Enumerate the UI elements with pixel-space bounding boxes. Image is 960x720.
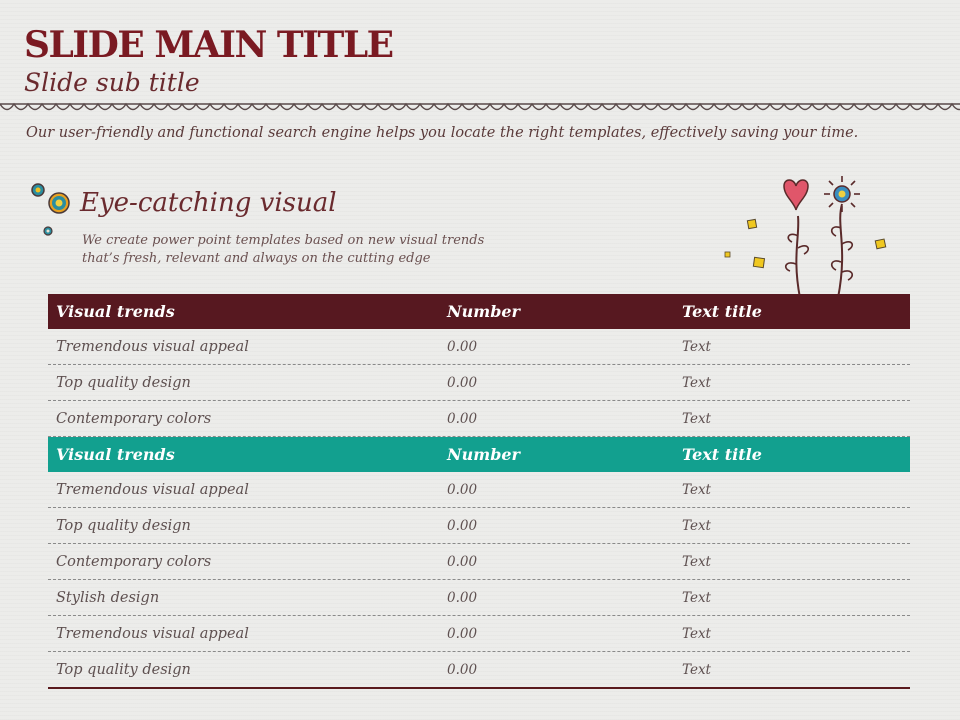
slide-title: SLIDE MAIN TITLE xyxy=(24,24,393,66)
trends-table xyxy=(48,294,910,689)
table-cell: 0.00 xyxy=(447,626,478,642)
table-cell: Top quality design xyxy=(56,375,191,391)
table-cell: 0.00 xyxy=(447,375,478,391)
table-row xyxy=(48,652,910,689)
table-cell: Text xyxy=(682,375,711,391)
header-cell: Visual trends xyxy=(56,445,175,464)
table-cell: 0.00 xyxy=(447,554,478,570)
table-cell: Top quality design xyxy=(56,662,191,678)
table-cell: Text xyxy=(682,411,711,427)
table-cell: Text xyxy=(682,339,711,355)
table-row xyxy=(48,544,910,580)
table-cell: 0.00 xyxy=(447,662,478,678)
table-row xyxy=(48,401,910,437)
table-cell: Stylish design xyxy=(56,590,160,606)
doodle-flowers-icon xyxy=(720,176,895,298)
table-cell: Text xyxy=(682,554,711,570)
table-cell: Top quality design xyxy=(56,518,191,534)
table-cell: Text xyxy=(682,518,711,534)
table-row xyxy=(48,580,910,616)
table-cell: 0.00 xyxy=(447,339,478,355)
table-row xyxy=(48,508,910,544)
header-cell: Visual trends xyxy=(56,302,175,321)
table-cell: Contemporary colors xyxy=(56,554,212,570)
section-heading: Eye-catching visual xyxy=(80,188,337,218)
header-cell: Number xyxy=(447,445,520,464)
header-cell: Text title xyxy=(682,445,762,464)
table-cell: Text xyxy=(682,482,711,498)
table-cell: Tremendous visual appeal xyxy=(56,339,249,355)
scallop-divider xyxy=(0,100,960,116)
table-cell: 0.00 xyxy=(447,518,478,534)
table-row xyxy=(48,616,910,652)
table-cell: 0.00 xyxy=(447,411,478,427)
table-header-group1 xyxy=(48,294,910,329)
table-row xyxy=(48,329,910,365)
table-cell: 0.00 xyxy=(447,482,478,498)
table-cell: Tremendous visual appeal xyxy=(56,482,249,498)
section-description-line1: We create power point templates based on new visual trends xyxy=(82,233,485,248)
table-cell: Tremendous visual appeal xyxy=(56,626,249,642)
section-description-line2: that’s fresh, relevant and always on the cutting edge xyxy=(82,251,431,266)
table-cell: Text xyxy=(682,626,711,642)
section-description xyxy=(82,232,522,268)
header-cell: Text title xyxy=(682,302,762,321)
table-row xyxy=(48,365,910,401)
table-row xyxy=(48,472,910,508)
table-cell: Contemporary colors xyxy=(56,411,212,427)
table-cell: 0.00 xyxy=(447,590,478,606)
table-header-group2 xyxy=(48,437,910,472)
intro-text: Our user-friendly and functional search engine helps you locate the right templates, effectively saving your time. xyxy=(26,125,859,141)
header-cell: Number xyxy=(447,302,520,321)
table-cell: Text xyxy=(682,662,711,678)
table-cell: Text xyxy=(682,590,711,606)
slide-subtitle: Slide sub title xyxy=(24,68,200,97)
dot-cluster-icon xyxy=(26,180,78,240)
